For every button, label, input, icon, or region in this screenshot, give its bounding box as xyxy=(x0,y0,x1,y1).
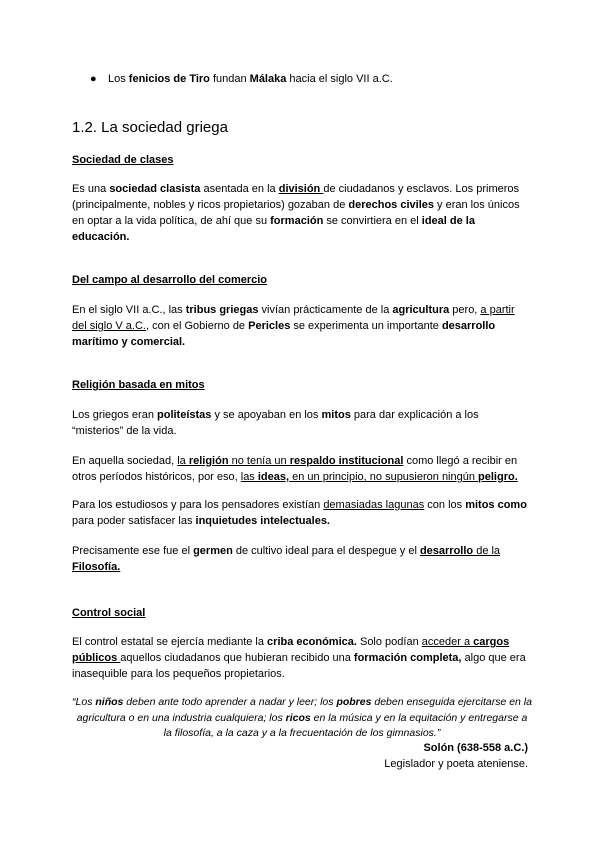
section-heading: 1.2. La sociedad griega xyxy=(72,119,228,136)
paragraph-religion-3: Para los estudiosos y para los pensadores existían demasiadas lagunas con los mitos como para poder satisfacer las inquietudes intelectuales. xyxy=(72,499,527,527)
quote-author: Solón (638-558 a.C.) xyxy=(423,742,528,754)
bullet-text: Los fenicios de Tiro fundan Málaka hacia el siglo VII a.C. xyxy=(108,73,393,85)
paragraph-religion-1: Los griegos eran politeístas y se apoyaban en los mitos para dar explicación a los “misterios” de la vida. xyxy=(72,409,479,437)
paragraph-campo: En el siglo VII a.C., las tribus griegas vivían prácticamente de la agricultura pero, a partir del siglo V a.C., con el Gobierno de Pericles se experimenta un importante desarrollo marítimo y comercial. xyxy=(72,304,515,348)
paragraph-clases: Es una sociedad clasista asentada en la división de ciudadanos y esclavos. Los primeros (principalmente, nobles y ricos propietarios) gozaban de derechos civiles y eran los únicos en optar a la vida política, de ahí que su formación se convirtiera en el ideal de la educación. xyxy=(72,183,520,243)
subheading-clases: Sociedad de clases xyxy=(72,154,174,166)
quote-author-role: Legislador y poeta ateniense. xyxy=(384,758,528,770)
paragraph-religion-2: En aquella sociedad, la religión no tenía un respaldo institucional como llegó a recibir en otros períodos históricos, por eso, las ideas, en un principio, no supusieron ningún peligro. xyxy=(72,455,518,483)
subheading-religion: Religión basada en mitos xyxy=(72,379,205,391)
quote-text: “Los niños deben ante todo aprender a nadar y leer; los pobres deben enseguida ejercitarse en la agricultura o en una industria cualquiera; los ricos en la música y en la equitación y entregarse a la filosofía, a la caza y a la frecuentación de los gimnasios.” xyxy=(72,696,532,739)
subheading-campo: Del campo al desarrollo del comercio xyxy=(72,274,268,286)
paragraph-religion-4: Precisamente ese fue el germen de cultivo ideal para el despegue y el desarrollo de la Filosofía. xyxy=(72,545,501,573)
paragraph-control: El control estatal se ejercía mediante la criba económica. Solo podían acceder a cargos públicos aquellos ciudadanos que hubieran recibido una formación completa, algo que era inasequible para los pequeños propietarios. xyxy=(72,636,526,680)
bullet-dot: ● xyxy=(90,73,97,85)
subheading-control: Control social xyxy=(72,607,146,619)
